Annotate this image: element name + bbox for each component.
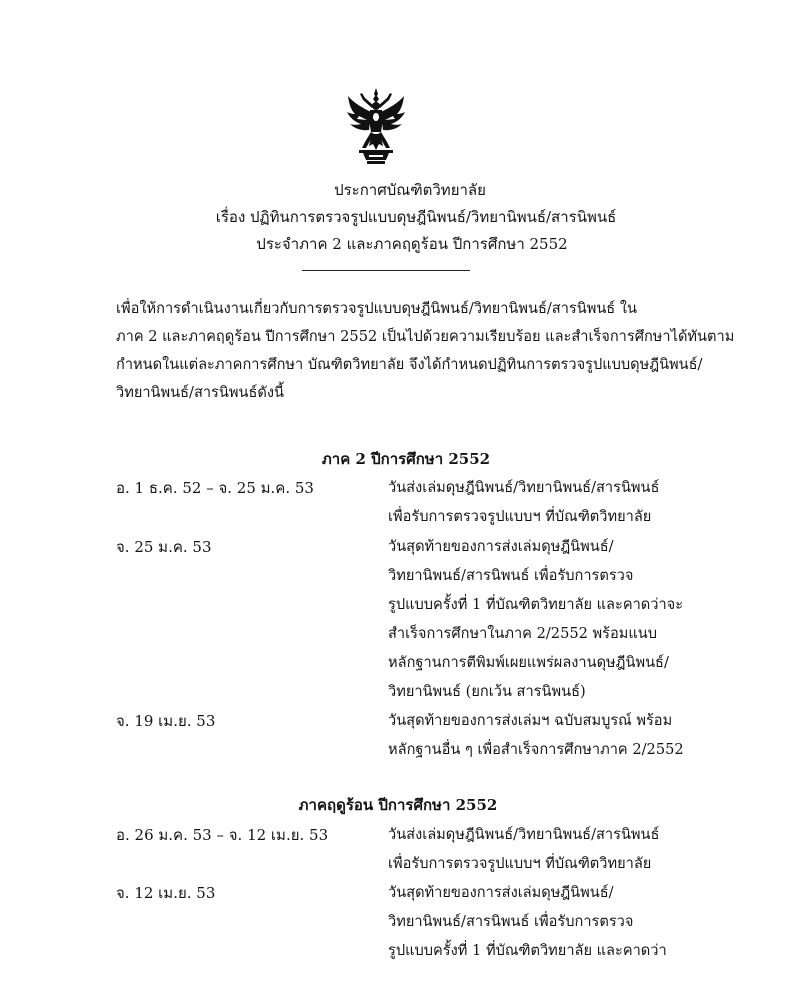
schedule-description: สำเร็จการศึกษาในภาค 2/2552 พร้อมแนบ	[388, 625, 658, 642]
announcement-issuer: ประกาศบัณฑิตวิทยาลัย	[334, 181, 486, 199]
header-divider	[302, 270, 470, 271]
schedule-description: เพื่อรับการตรวจรูปแบบฯ ที่บัณฑิตวิทยาลัย	[388, 508, 652, 525]
schedule-description: วิทยานิพนธ์/สารนิพนธ์ เพื่อรับการตรวจ	[388, 913, 634, 930]
schedule-description: วันสุดท้ายของการส่งเล่มดุษฎีนิพนธ์/	[388, 884, 614, 901]
schedule-description: วันส่งเล่มดุษฎีนิพนธ์/วิทยานิพนธ์/สารนิพนธ์	[388, 479, 660, 496]
schedule-description: วันสุดท้ายของการส่งเล่มฯ ฉบับสมบูรณ์ พร้อม	[388, 712, 673, 729]
schedule-date: อ. 1 ธ.ค. 52 – จ. 25 ม.ค. 53	[116, 479, 314, 497]
section-title: ภาค 2 ปีการศึกษา 2552	[321, 450, 491, 468]
schedule-description: เพื่อรับการตรวจรูปแบบฯ ที่บัณฑิตวิทยาลัย	[388, 855, 652, 872]
intro-line: เพื่อให้การดำเนินงานเกี่ยวกับการตรวจรูปแบบดุษฎีนิพนธ์/วิทยานิพนธ์/สารนิพนธ์ ใน	[116, 300, 637, 317]
schedule-description: วิทยานิพนธ์/สารนิพนธ์ เพื่อรับการตรวจ	[388, 567, 634, 584]
section-title: ภาคฤดูร้อน ปีการศึกษา 2552	[298, 796, 498, 814]
schedule-description: วิทยานิพนธ์ (ยกเว้น สารนิพนธ์)	[388, 683, 586, 700]
schedule-description: วันส่งเล่มดุษฎีนิพนธ์/วิทยานิพนธ์/สารนิพนธ์	[388, 826, 660, 843]
schedule-date: จ. 12 เม.ย. 53	[116, 884, 216, 902]
garuda-emblem-icon	[345, 86, 407, 166]
schedule-date: จ. 19 เม.ย. 53	[116, 712, 216, 730]
intro-line: กำหนดในแต่ละภาคการศึกษา บัณฑิตวิทยาลัย จึงได้กำหนดปฏิทินการตรวจรูปแบบดุษฎีนิพนธ์/	[116, 356, 703, 373]
schedule-description: รูปแบบครั้งที่ 1 ที่บัณฑิตวิทยาลัย และคาดว่าจะ	[388, 596, 684, 613]
intro-line: วิทยานิพนธ์/สารนิพนธ์ดังนี้	[116, 384, 284, 401]
announcement-subject: เรื่อง ปฏิทินการตรวจรูปแบบดุษฎีนิพนธ์/วิทยานิพนธ์/สารนิพนธ์	[215, 208, 617, 226]
schedule-description: วันสุดท้ายของการส่งเล่มดุษฎีนิพนธ์/	[388, 538, 614, 555]
intro-line: ภาค 2 และภาคฤดูร้อน ปีการศึกษา 2552 เป็นไปด้วยความเรียบร้อย และสำเร็จการศึกษาได้ทันตาม	[116, 328, 735, 345]
schedule-date: จ. 25 ม.ค. 53	[116, 538, 212, 556]
schedule-date: อ. 26 ม.ค. 53 – จ. 12 เม.ย. 53	[116, 826, 329, 844]
schedule-description: หลักฐานอื่น ๆ เพื่อสำเร็จการศึกษาภาค 2/2552	[388, 741, 684, 758]
schedule-description: รูปแบบครั้งที่ 1 ที่บัณฑิตวิทยาลัย และคาดว่า	[388, 942, 667, 959]
schedule-description: หลักฐานการตีพิมพ์เผยแพร่ผลงานดุษฎีนิพนธ์/	[388, 654, 669, 671]
announcement-term: ประจำภาค 2 และภาคฤดูร้อน ปีการศึกษา 2552	[256, 235, 568, 253]
